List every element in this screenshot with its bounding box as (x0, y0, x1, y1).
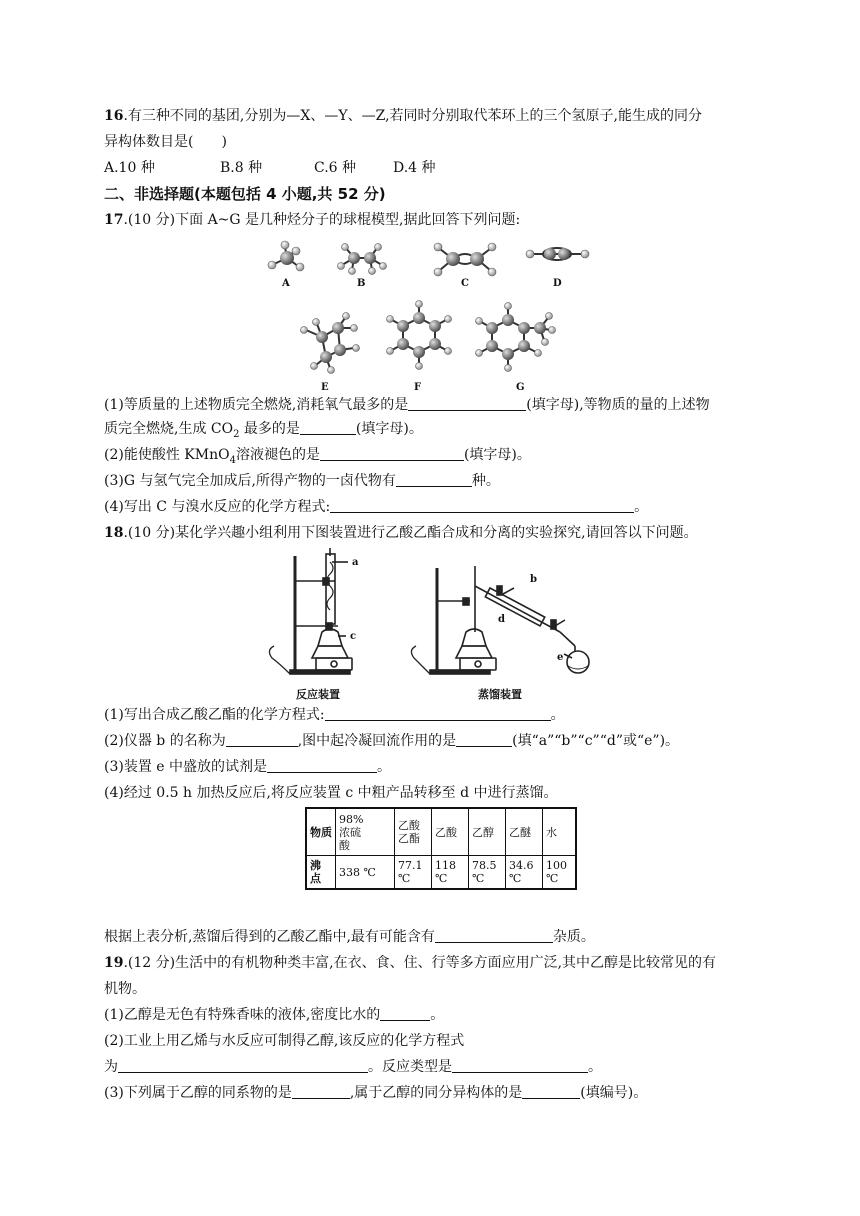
label-a: a (352, 557, 359, 568)
caption-reaction: 反应装置 (296, 688, 340, 701)
q18-after-table: 根据上表分析,蒸馏后得到的乙酸乙酯中,最有可能含有 杂质。 (104, 929, 595, 945)
table-row (306, 856, 576, 890)
table-cell: 乙醚 (506, 808, 543, 856)
q16-line1 (104, 106, 702, 126)
table-cell: 118 ℃ (432, 856, 469, 890)
answer-blank[interactable] (408, 396, 526, 411)
table-cell: 338 ℃ (336, 856, 395, 890)
answer-blank[interactable] (456, 732, 512, 747)
q16-number: 16 (104, 108, 124, 124)
answer-blank[interactable] (118, 1058, 368, 1073)
label-c: c (350, 631, 357, 642)
model-label-b: B (357, 278, 366, 289)
q16-option-a: A.10 种 (104, 160, 155, 176)
q19-part2-line1: (2)工业上用乙烯与水反应可制得乙醇,该反应的化学方程式 (104, 1033, 465, 1049)
model-label-a: A (282, 278, 290, 289)
answer-blank[interactable] (452, 1058, 588, 1073)
q17-part1-line2: 质完全燃烧,生成 $CO_2$ 最多的是 (填字母)。 (104, 421, 423, 440)
apparatus-figure (0, 546, 860, 706)
q16-stem-1: .有三种不同的基团,分别为—X、—Y、—Z,若同时分别取代苯环上的三个氢原子,能生成的同分 (123, 108, 702, 124)
reaction-apparatus-drawing (269, 548, 352, 674)
answer-blank[interactable] (320, 446, 464, 461)
model-label-d: D (553, 278, 562, 289)
label-e: e (557, 652, 564, 663)
table-row (306, 808, 576, 856)
q19-part3: (3)下列属于乙醇的同系物的是 ,属于乙醇的同分异构体的是 (填编号)。 (104, 1085, 648, 1101)
q19-number: 19 (104, 955, 124, 971)
q18-part3: (3)装置 e 中盛放的试剂是 。 (104, 759, 392, 775)
model-d (526, 248, 589, 260)
q18-stem: 18.(10 分)某化学兴趣小组利用下图装置进行乙酸乙酯合成和分离的实验探究,请回答以下问题。 (104, 525, 698, 541)
table-cell: 77.1 ℃ (395, 856, 432, 890)
section-2-heading: 二、非选择题(本题包括 4 小题,共 52 分) (104, 185, 386, 203)
q18-number: 18 (104, 525, 124, 541)
table-cell: 100 ℃ (543, 856, 577, 890)
q19-line2: 机物。 (104, 981, 146, 997)
q17-stem: 17.(10 分)下面 A~G 是几种烃分子的球棍模型,据此回答下列问题: (104, 212, 521, 228)
q17-part1-line1: (1)等质量的上述物质完全燃烧,消耗氧气最多的是 (填字母),等物质的量的上述物 (104, 397, 710, 413)
q19-line1: 19.(12 分)生活中的有机物种类丰富,在衣、食、住、行等多方面应用广泛,其中乙醇是比较常见的有 (104, 955, 717, 971)
q18-part1: (1)写出合成乙酸乙酯的化学方程式: 。 (104, 707, 565, 723)
q17-part2: (2)能使酸性 KMnO$_4$溶液褪色的是 (填字母)。 (104, 447, 531, 466)
label-b: b (530, 574, 537, 585)
caption-distillation: 蒸馏装置 (478, 688, 522, 701)
model-label-g: G (516, 382, 525, 393)
model-b (338, 244, 387, 275)
ball-stick-models-figure (0, 232, 860, 402)
model-a (268, 241, 304, 271)
q16-option-b: B.8 种 (220, 160, 263, 176)
answer-blank[interactable] (522, 1084, 580, 1099)
answer-blank[interactable] (325, 706, 551, 721)
table-cell: 34.6 ℃ (506, 856, 543, 890)
table-cell: 物质 (306, 808, 336, 856)
table-cell: 乙酸 乙酯 (395, 808, 432, 856)
answer-blank[interactable] (380, 1006, 430, 1021)
q17-part3: (3)G 与氢气完全加成后,所得产物的一卤代物有 种。 (104, 473, 500, 489)
model-c (434, 243, 496, 276)
table-cell: 水 (543, 808, 577, 856)
answer-blank[interactable] (435, 928, 553, 943)
model-g (476, 303, 556, 372)
label-d: d (498, 614, 505, 625)
table-cell: 98% 浓硫 酸 (336, 808, 395, 856)
model-f (387, 301, 452, 370)
q17-part4: (4)写出 C 与溴水反应的化学方程式: 。 (104, 499, 649, 515)
model-label-c: C (461, 278, 469, 289)
q18-part4: (4)经过 0.5 h 加热反应后,将反应装置 c 中粗产品转移至 d 中进行蒸馏。 (104, 785, 558, 801)
q16-options (104, 158, 504, 178)
answer-blank[interactable] (292, 1084, 350, 1099)
q19-part2-line2: 为 。反应类型是 。 (104, 1059, 602, 1075)
q16-line2: 异构体数目是( ) (104, 134, 227, 150)
table-cell: 乙醇 (469, 808, 506, 856)
model-label-f: F (414, 382, 422, 393)
answer-blank[interactable] (300, 420, 356, 435)
table-cell: 沸 点 (306, 856, 336, 890)
table-cell: 78.5 ℃ (469, 856, 506, 890)
q16-option-c: C.6 种 (314, 160, 357, 176)
model-e (301, 313, 360, 374)
answer-blank[interactable] (226, 732, 298, 747)
boiling-point-table (305, 807, 577, 890)
q17-number: 17 (104, 212, 124, 228)
q16-option-d: D.4 种 (393, 160, 436, 176)
model-label-e: E (321, 382, 329, 393)
answer-blank[interactable] (330, 498, 634, 513)
q18-part2: (2)仪器 b 的名称为 ,图中起冷凝回流作用的是 (填“a”“b”“c”“d”或“e”)。 (104, 733, 680, 749)
q19-part1: (1)乙醇是无色有特殊香味的液体,密度比水的 。 (104, 1007, 445, 1023)
table-cell: 乙酸 (432, 808, 469, 856)
answer-blank[interactable] (267, 758, 377, 773)
answer-blank[interactable] (396, 472, 472, 487)
